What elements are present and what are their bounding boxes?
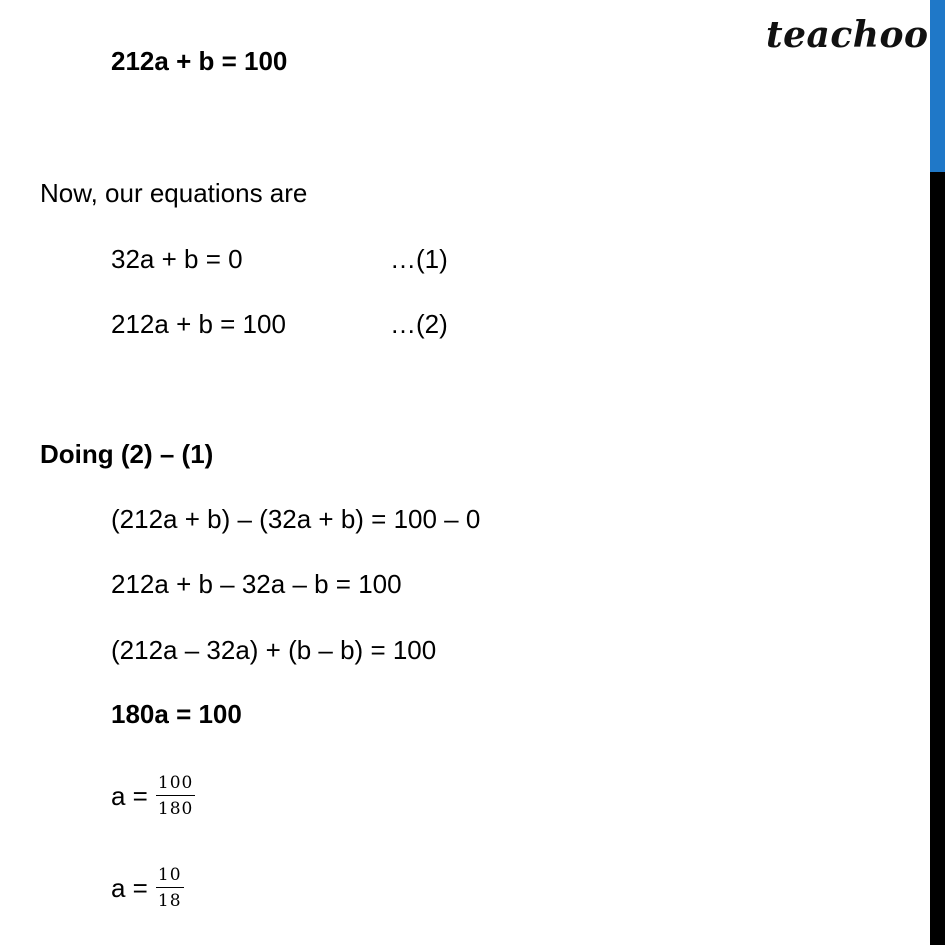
equation-line: 212a + b – 32a – b = 100 [111,569,402,599]
equation-tag: …(1) [390,244,448,274]
fraction-denominator: 18 [157,891,182,911]
equation-line: 212a + b = 100 [111,46,288,76]
equation-line: (212a + b) – (32a + b) = 100 – 0 [111,504,481,534]
fraction-equation [111,865,184,911]
fraction [156,773,195,819]
equation-line: (212a – 32a) + (b – b) = 100 [111,635,437,665]
equation-line: 32a + b = 0 [111,244,243,274]
fraction-prefix: a = [111,780,148,811]
fraction-numerator: 10 [156,865,184,888]
teachoo-logo: teachoo [766,14,929,56]
scroll-position-indicator [930,0,945,172]
equation-line: 180a = 100 [111,699,242,729]
equation-line: 212a + b = 100 [111,309,286,339]
fraction-numerator: 100 [156,773,195,796]
equation-tag: …(2) [390,309,448,339]
fraction [156,865,184,911]
step-heading: Doing (2) – (1) [40,439,214,469]
fraction-prefix: a = [111,872,148,903]
fraction-denominator: 180 [157,799,194,819]
text-line: Now, our equations are [40,178,308,208]
fraction-equation [111,773,195,819]
